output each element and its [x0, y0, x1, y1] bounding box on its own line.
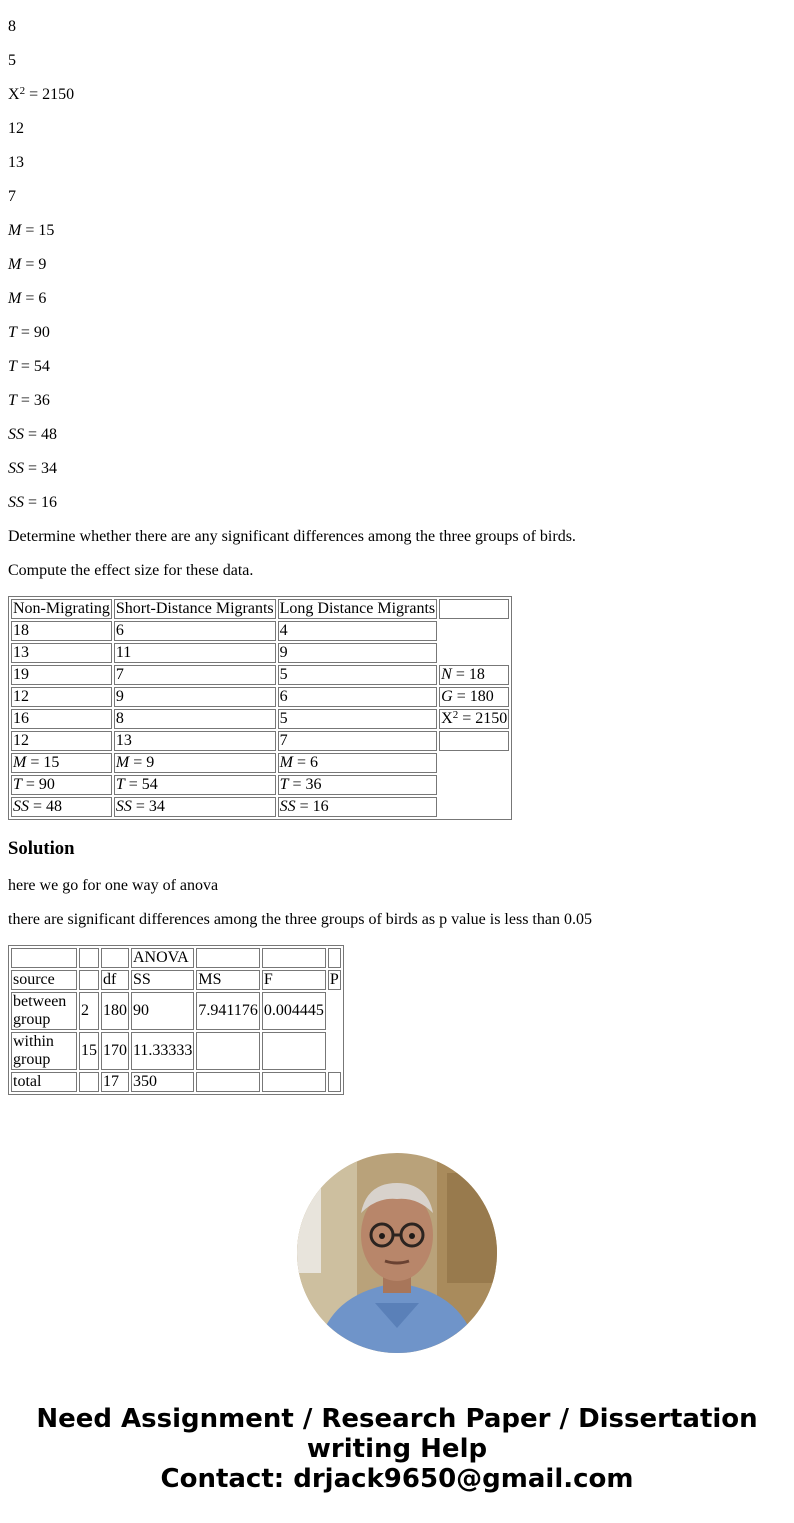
header-cell: F	[262, 970, 326, 990]
value-line-mean: M = 15	[8, 222, 55, 239]
table-row	[11, 709, 509, 729]
table-row	[11, 643, 509, 663]
table-cell: 5	[278, 665, 438, 685]
table-cell	[196, 1072, 259, 1092]
table-cell: between group	[11, 992, 77, 1030]
table-row	[11, 992, 341, 1030]
anova-title-row	[11, 948, 341, 968]
table-cell: 9	[114, 687, 276, 707]
header-cell: P	[329, 971, 339, 988]
table-cell: SS = 16	[278, 797, 438, 817]
table-cell: 18	[11, 621, 112, 641]
header-cell: MS	[196, 970, 259, 990]
x-squared-cell: $X^2 = 2150$	[441, 709, 508, 727]
portrait-illustration	[297, 1153, 497, 1353]
table-cell: 15	[79, 1032, 99, 1070]
solution-conclusion: there are significant differences among the three groups of birds as p value is less than 0.05	[8, 911, 592, 928]
header-cell: Short-Distance Migrants	[115, 600, 274, 617]
table-cell	[196, 1032, 259, 1070]
table-cell: 7	[278, 731, 438, 751]
table-cell	[79, 1072, 99, 1092]
blank-cell	[439, 753, 509, 773]
table-cell	[328, 1032, 341, 1070]
table-row	[11, 1072, 341, 1092]
table-cell: 5	[278, 709, 438, 729]
empty-cell	[101, 948, 129, 968]
question-effect-size: Compute the effect size for these data.	[8, 562, 254, 579]
table-cell: 180	[101, 992, 129, 1030]
table-cell: 19	[11, 665, 112, 685]
table-cell: T = 90	[11, 775, 112, 795]
table-cell: 350	[131, 1072, 194, 1092]
value-list	[8, 0, 786, 512]
table-cell: 13	[114, 731, 276, 751]
contact-banner	[0, 1404, 794, 1494]
table-cell: within group	[11, 1032, 77, 1070]
table-cell: 2	[79, 992, 99, 1030]
g-cell: G = 180	[439, 687, 509, 707]
n-cell: N = 18	[439, 665, 509, 685]
value-line: 13	[8, 154, 24, 171]
table-cell: 170	[101, 1032, 129, 1070]
table-cell: 9	[278, 643, 438, 663]
anova-table	[8, 945, 344, 1095]
value-line-total: T = 36	[8, 392, 50, 409]
empty-cell	[262, 948, 326, 968]
mean-row	[11, 753, 509, 773]
value-line-ss: SS = 48	[8, 426, 58, 443]
table-row	[11, 687, 509, 707]
table-cell: 13	[11, 643, 112, 663]
table-cell	[262, 1032, 326, 1070]
table-cell: 6	[114, 621, 276, 641]
header-cell: SS	[131, 970, 194, 990]
value-line: 5	[8, 52, 16, 69]
header-cell: Long Distance Migrants	[279, 600, 436, 617]
cta-line: writing Help	[306, 1434, 488, 1464]
total-row	[11, 775, 509, 795]
solution-heading: Solution	[8, 838, 75, 859]
table-cell: 16	[11, 709, 112, 729]
question-significance: Determine whether there are any significant differences among the three groups of birds.	[8, 528, 576, 545]
header-cell: df	[101, 970, 129, 990]
table-cell: 17	[101, 1072, 129, 1092]
ss-row	[11, 797, 509, 817]
table-cell: 7.941176	[196, 992, 259, 1030]
contact-email: Contact: drjack9650@gmail.com	[160, 1464, 634, 1494]
table-row	[11, 1032, 341, 1070]
table-header-row	[11, 599, 509, 619]
table-cell: SS = 48	[11, 797, 112, 817]
empty-cell	[439, 731, 509, 751]
table-cell: T = 36	[278, 775, 438, 795]
value-line-mean: M = 9	[8, 256, 47, 273]
value-line-total: T = 54	[8, 358, 50, 375]
table-cell	[262, 1072, 326, 1092]
table-cell: 4	[278, 621, 438, 641]
table-cell: 11.33333	[131, 1032, 194, 1070]
solution-intro: here we go for one way of anova	[8, 877, 219, 894]
page-content	[8, 0, 786, 1095]
anova-header-row	[11, 970, 341, 990]
value-line	[8, 0, 786, 2]
value-line-ss: SS = 16	[8, 494, 58, 511]
cta-line: Need Assignment / Research Paper / Dissertation	[36, 1404, 758, 1434]
table-cell: 12	[11, 687, 112, 707]
table-cell: 8	[114, 709, 276, 729]
table-row	[11, 731, 509, 751]
anova-title: ANOVA	[131, 948, 194, 968]
value-line: 12	[8, 120, 24, 137]
table-row	[11, 665, 509, 685]
table-cell: M = 15	[11, 753, 112, 773]
table-cell: 11	[114, 643, 276, 663]
table-cell: 7	[114, 665, 276, 685]
empty-cell	[328, 948, 341, 968]
table-cell: T = 54	[114, 775, 276, 795]
blank-cell	[439, 643, 509, 663]
value-line: 7	[8, 188, 16, 205]
table-cell: M = 9	[114, 753, 276, 773]
value-line-ss: SS = 34	[8, 460, 58, 477]
header-cell: source	[11, 970, 77, 990]
table-cell: 90	[131, 992, 194, 1030]
blank-cell	[439, 797, 509, 817]
empty-cell	[79, 948, 99, 968]
table-cell: 6	[278, 687, 438, 707]
header-cell: Non-Migrating	[13, 600, 110, 617]
value-line-x-squared: $X^2 = 2150$	[8, 85, 75, 103]
blank-cell	[439, 621, 509, 641]
bird-data-table	[8, 596, 512, 820]
table-cell: M = 6	[278, 753, 438, 773]
author-photo	[297, 1153, 497, 1353]
value-line-mean: M = 6	[8, 290, 47, 307]
value-line: 8	[8, 18, 16, 35]
blank-cell	[439, 775, 509, 795]
table-cell: SS = 34	[114, 797, 276, 817]
value-line-total: T = 90	[8, 324, 50, 341]
table-cell: 0.004445	[262, 992, 326, 1030]
empty-cell	[196, 948, 259, 968]
empty-cell	[11, 948, 77, 968]
header-cell	[79, 970, 99, 990]
table-cell: 12	[11, 731, 112, 751]
table-cell	[328, 1072, 341, 1092]
table-row	[11, 621, 509, 641]
table-cell	[328, 992, 341, 1030]
table-cell: total	[11, 1072, 77, 1092]
empty-cell	[439, 599, 509, 619]
